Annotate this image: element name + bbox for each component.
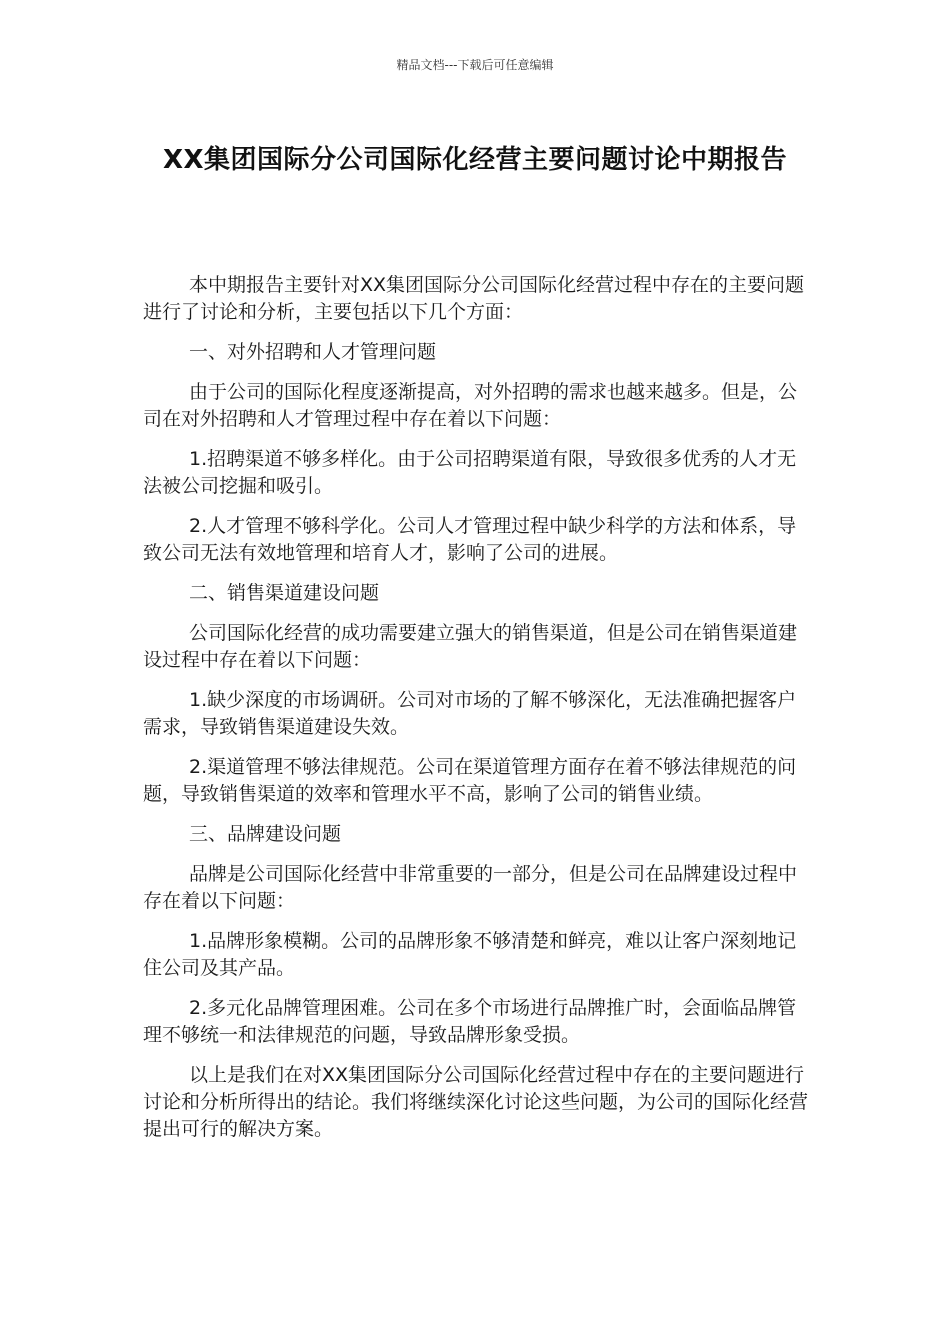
intro-paragraph: 本中期报告主要针对XX集团国际分公司国际化经营过程中存在的主要问题进行了讨论和分析，主要包括以下几个方面： <box>143 274 805 323</box>
paragraph: 品牌是公司国际化经营中非常重要的一部分，但是公司在品牌建设过程中存在着以下问题： <box>143 863 798 912</box>
section-heading-brand: 三、品牌建设问题 <box>189 823 342 845</box>
list-item: 1.招聘渠道不够多样化。由于公司招聘渠道有限，导致很多优秀的人才无法被公司挖掘和吸引。 <box>143 448 797 497</box>
section-heading-sales-channel: 二、销售渠道建设问题 <box>189 582 380 604</box>
page-header-note: 精品文档---下载后可任意编辑 <box>396 58 554 72</box>
document-title: XX集团国际分公司国际化经营主要问题讨论中期报告 <box>162 145 788 175</box>
paragraph: 由于公司的国际化程度逐渐提高，对外招聘的需求也越来越多。但是，公司在对外招聘和人才管理过程中存在着以下问题： <box>143 381 798 430</box>
list-item: 2.渠道管理不够法律规范。公司在渠道管理方面存在着不够法律规范的问题，导致销售渠道的效率和管理水平不高，影响了公司的销售业绩。 <box>143 756 797 805</box>
document-body <box>143 272 808 1156</box>
list-item: 2.人才管理不够科学化。公司人才管理过程中缺少科学的方法和体系，导致公司无法有效地管理和培育人才，影响了公司的进展。 <box>143 515 797 564</box>
section-heading-talent: 一、对外招聘和人才管理问题 <box>189 341 437 363</box>
list-item: 2.多元化品牌管理困难。公司在多个市场进行品牌推广时，会面临品牌管理不够统一和法律规范的问题，导致品牌形象受损。 <box>143 997 797 1046</box>
list-item: 1.品牌形象模糊。公司的品牌形象不够清楚和鲜亮，难以让客户深刻地记住公司及其产品。 <box>143 930 797 979</box>
conclusion-paragraph: 以上是我们在对XX集团国际分公司国际化经营过程中存在的主要问题进行讨论和分析所得出的结论。我们将继续深化讨论这些问题，为公司的国际化经营提出可行的解决方案。 <box>143 1064 809 1140</box>
list-item: 1.缺少深度的市场调研。公司对市场的了解不够深化，无法准确把握客户需求，导致销售渠道建设失效。 <box>143 689 797 738</box>
paragraph: 公司国际化经营的成功需要建立强大的销售渠道，但是公司在销售渠道建设过程中存在着以下问题： <box>143 622 798 671</box>
